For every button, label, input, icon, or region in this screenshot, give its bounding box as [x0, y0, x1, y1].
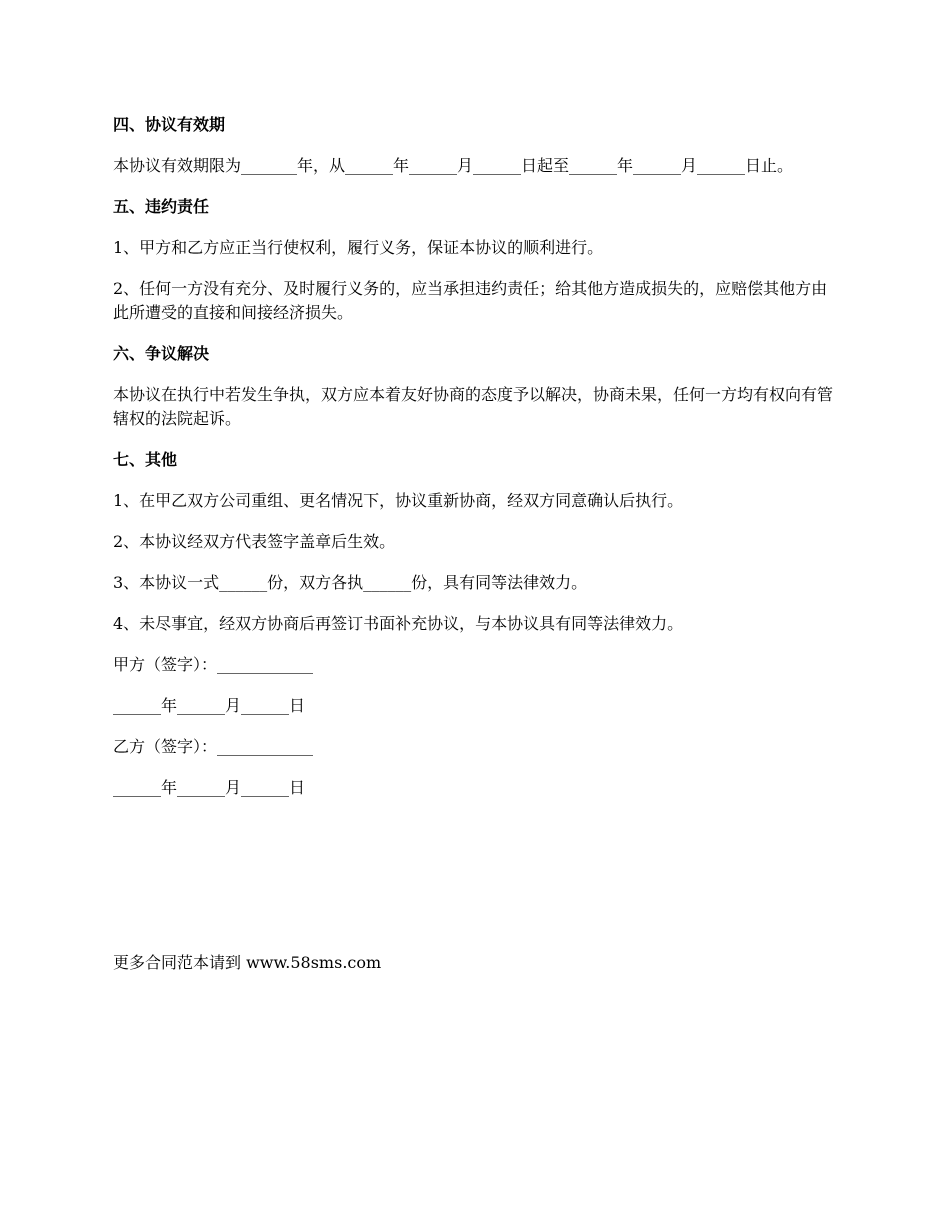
footer-note: 更多合同范本请到 www.58sms.com — [113, 953, 382, 972]
section-heading-liability: 五、违约责任 — [113, 197, 210, 216]
party-a-signature-line: 甲方（签字）：____________ — [113, 655, 314, 674]
other-clause-1: 1、在甲乙双方公司重组、更名情况下，协议重新协商，经双方同意确认后执行。 — [113, 491, 684, 510]
party-a-date-line: ______年______月______日 — [113, 696, 306, 715]
party-b-signature-line: 乙方（签字）：____________ — [113, 737, 314, 756]
section-heading-dispute: 六、争议解决 — [113, 344, 210, 363]
other-clause-3: 3、本协议一式______份，双方各执______份，具有同等法律效力。 — [113, 573, 588, 592]
liability-clause-2: 2、任何一方没有充分、及时履行义务的，应当承担违约责任；给其他方造成损失的，应赔偿其他方由此所遭受的直接和间接经济损失。 — [113, 279, 828, 322]
dispute-clause: 本协议在执行中若发生争执，双方应本着友好协商的态度予以解决，协商未果，任何一方均有权向有管辖权的法院起诉。 — [113, 385, 834, 428]
validity-clause: 本协议有效期限为_______年，从______年______月______日起至______年______月______日止。 — [113, 156, 794, 175]
section-heading-validity: 四、协议有效期 — [113, 115, 226, 134]
other-clause-2: 2、本协议经双方代表签字盖章后生效。 — [113, 532, 396, 551]
document-body — [113, 113, 840, 817]
other-clause-4: 4、未尽事宜，经双方协商后再签订书面补充协议，与本协议具有同等法律效力。 — [113, 614, 684, 633]
party-b-date-line: ______年______月______日 — [113, 778, 306, 797]
liability-clause-1: 1、甲方和乙方应正当行使权利，履行义务，保证本协议的顺利进行。 — [113, 238, 604, 257]
section-heading-other: 七、其他 — [113, 450, 178, 469]
